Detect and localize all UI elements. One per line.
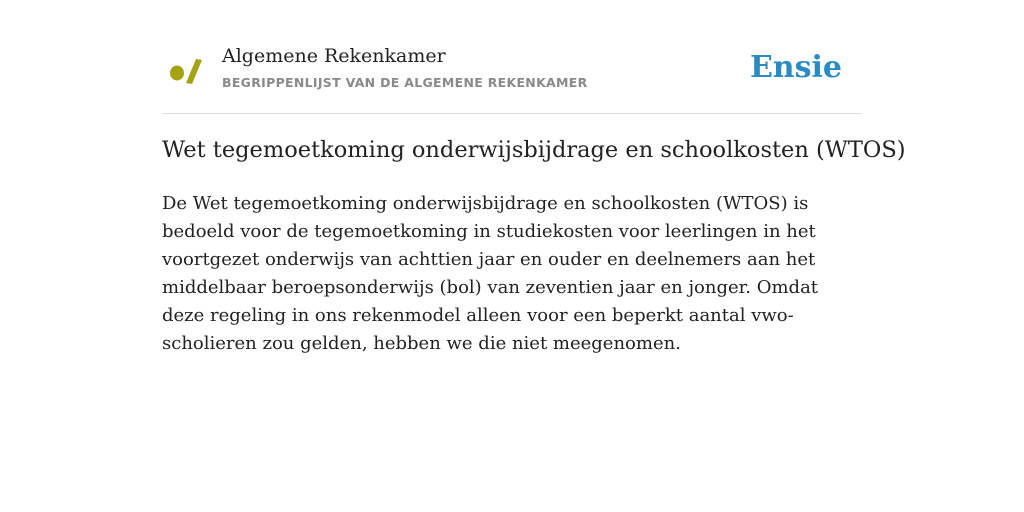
- ensie-brand-logo[interactable]: Ensie: [749, 50, 842, 85]
- algemene-rekenkamer-logo-icon[interactable]: [166, 54, 206, 88]
- header: [162, 40, 862, 114]
- glossary-subtitle[interactable]: BEGRIPPENLIJST VAN DE ALGEMENE REKENKAMER: [222, 75, 588, 90]
- org-name[interactable]: Algemene Rekenkamer: [222, 45, 446, 67]
- term-title: Wet tegemoetkoming onderwijsbijdrage en schoolkosten (WTOS): [162, 137, 906, 163]
- term-definition: De Wet tegemoetkoming onderwijsbijdrage en schoolkosten (WTOS) is bedoeld voor de tegemoetkoming in studiekosten voor leerlingen in het voortgezet onderwijs van achttien jaar en ouder en deelnemers aan het middelbaar beroepsonderwijs (bol) van zeventien jaar en jonger. Omdat deze regeling in ons rekenmodel alleen voor een beperkt aantal vwo-scholieren zou gelden, hebben we die niet meegenomen.: [162, 193, 819, 354]
